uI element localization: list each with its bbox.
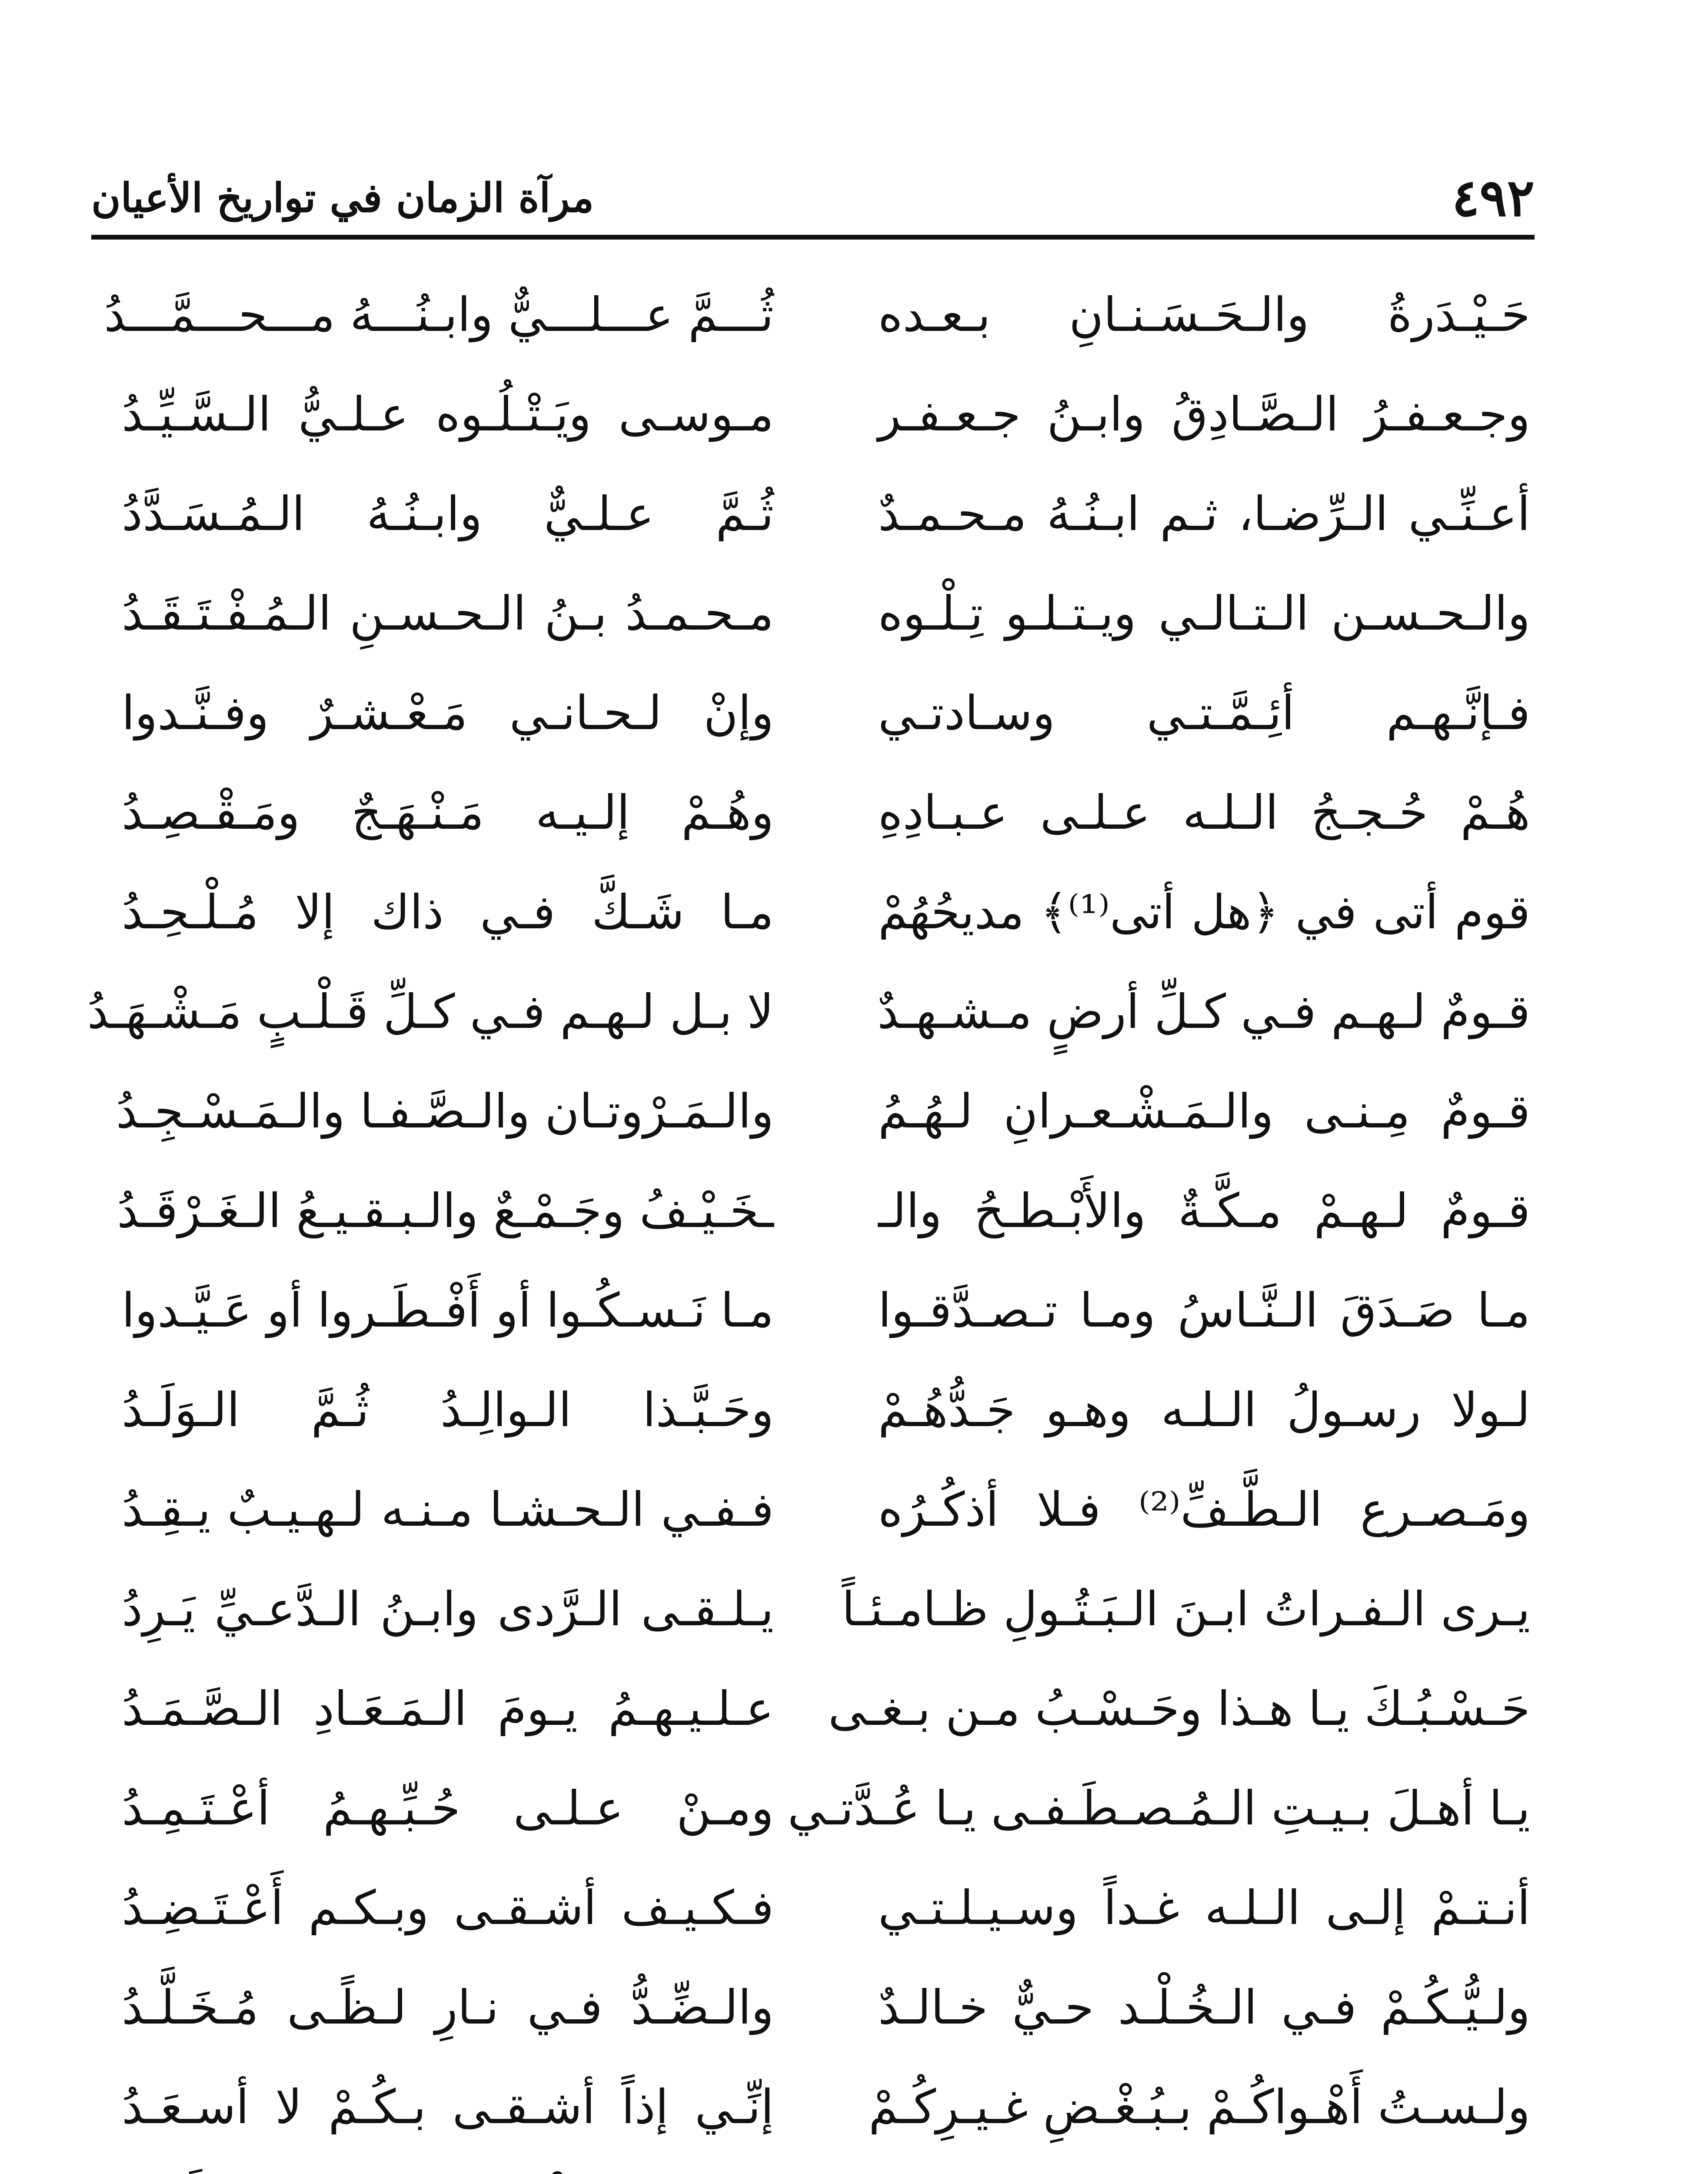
page-number: ٤٩٢ — [1452, 167, 1535, 228]
first-hemistich: ولـسـتُ أَهْـواكُـمْ بـبُـغْـضِ غـيـرِكُـمْ — [869, 2080, 1530, 2134]
second-hemistich: مـا شَـكَّ فـي ذاك إلا مُـلْـحِـدُ — [122, 885, 774, 940]
second-hemistich: فـكـيـف أشـقـى وبـكـم أَعْـتَـضِـدُ — [122, 1881, 774, 1935]
verse-row — [104, 265, 1535, 365]
header-divider — [91, 235, 1535, 240]
first-hemistich: ومَـصـرع الـطَّـفِّ⁽²⁾ فـلا أذكُـرُه — [878, 1483, 1530, 1537]
second-hemistich: مـوسـى ويَـتْـلُـوه عـلـيُّ الـسَّـيِّـدُ — [122, 387, 774, 442]
first-hemistich: فـإنَّـهـم أئِـمَّـتـي وسـادتـي — [878, 686, 1530, 740]
second-hemistich: لا بـل لـهـم فـي كـلِّ قَـلْـبٍ مَـشْـهَـدُ — [87, 985, 774, 1039]
first-hemistich: حَـيْـدَرةُ والـحَـسَـنـانِ بـعـده — [878, 288, 1530, 342]
first-hemistich: قوم أتى في ﴿هل أتى⁽¹⁾﴾ مديحُهُمْ — [878, 885, 1531, 940]
verse-row — [117, 1958, 1535, 2057]
second-hemistich: ثُـــمَّ عـــلـــيٌّ وابـنُـــهُ مـــحـــمَّـــدُ — [104, 288, 774, 342]
first-hemistich: قـومٌ مِـنـى والـمَـشْـعـرانِ لـهُـمُ — [878, 1084, 1530, 1139]
first-hemistich: يـرى الـفـراتُ ابـنَ الـبَـتُـولِ ظـامـئـاً — [842, 1582, 1530, 1637]
second-hemistich: فـفـي الـحـشـا مـنـه لـهـيـبٌ يـقِـدُ — [122, 1483, 774, 1537]
first-hemistich: يـا أهـلَ بـيـتِ الـمُـصـطَـفـى يـا عُـدَّتـي — [787, 1781, 1530, 1836]
verse-row — [117, 2057, 1535, 2157]
verse-row — [117, 1659, 1535, 1759]
verse-row — [87, 962, 1535, 1062]
running-title: مرآة الزمان في تواريخ الأعيان — [91, 174, 594, 221]
second-hemistich: والـمَـرْوتـان والـصَّـفـا والـمَـسْـجِـدُ — [116, 1084, 774, 1139]
verse-row — [117, 1360, 1535, 1460]
verse-row — [117, 1062, 1535, 1161]
second-hemistich: عـلـيـهـمُ يـومَ الـمَـعَـادِ الـصَّـمَـدُ — [122, 1682, 774, 1736]
verse-row — [117, 1460, 1535, 1560]
first-hemistich: قـومٌ لـهـمْ مـكَّـةٌ والأَبْـطـحُ والـ — [878, 1184, 1530, 1238]
verse-row — [117, 464, 1535, 564]
verse-row — [117, 1161, 1535, 1261]
second-hemistich: مـحـمـدُ بـنُ الـحـسـنِ الـمُـفْـتَـقَـدُ — [122, 587, 774, 641]
second-hemistich: والـضِّـدُّ فـي نـارِ لـظًـى مُـخَـلَّـدُ — [122, 1981, 774, 2035]
second-hemistich: مـا نَـسـكُـوا أو أَفْـطَـروا أو عَـيَّـدوا — [122, 1284, 774, 1338]
page-header — [91, 165, 1535, 230]
verse-row — [117, 2157, 1535, 2174]
second-hemistich: وهُـمْ إلـيـه مَـنْـهَـجٌ ومَـقْـصِـدُ — [122, 786, 774, 840]
verse-row — [117, 1560, 1535, 1659]
verse-row — [117, 1759, 1535, 1858]
second-hemistich: وإنْ لـحـانـي مَـعْـشـرٌ وفـنَّـدوا — [122, 686, 774, 740]
verse-row — [117, 1858, 1535, 1958]
first-hemistich: والـحـسـن الـتـالـي ويـتـلـو تِـلْـوه — [878, 587, 1530, 641]
first-hemistich: ولـيُّـكُـمْ فـي الـخُـلْـد حـيٌّ خـالـدٌ — [878, 1981, 1530, 2035]
second-hemistich — [117, 2157, 774, 2174]
second-hemistich: ثُـمَّ عـلـيٌّ وابـنُـهُ الـمُـسَـدَّدُ — [122, 487, 774, 541]
first-hemistich — [878, 2157, 1535, 2174]
verse-row — [117, 564, 1535, 664]
first-hemistich: أعـنِّـي الـرِّضـا، ثـم ابـنُـهُ مـحـمـدٌ — [878, 487, 1530, 541]
first-hemistich: هُـمْ حُـجـجُ الـلـه عـلـى عـبـادِهِ — [878, 786, 1530, 840]
second-hemistich: ـخَـيْـفُ وجَـمْـعٌ والـبـقـيـعُ الـغَـرْقَـدُ — [117, 1184, 774, 1238]
verse-row — [117, 1261, 1535, 1360]
poem-body — [87, 265, 1535, 2148]
verse-row — [117, 365, 1535, 464]
verse-row — [117, 664, 1535, 763]
first-hemistich: وجـعـفـرُ الـصَّـادِقُ وابـنُ جـعـفـر — [878, 387, 1530, 442]
second-hemistich: يـلـقـى الـرَّدى وابـنُ الـدَّعـيِّ يَـرِدُ — [122, 1582, 774, 1637]
first-hemistich: لـولا رسـولُ الـلـه وهـو جَـدُّهُـمْ — [878, 1383, 1530, 1437]
second-hemistich: ومـنْ عـلـى حُـبِّـهـمُ أعْـتَـمِـدُ — [122, 1781, 774, 1836]
first-hemistich: حَـسْـبُـكَ يـا هـذا وحَـسْـبُ مـن بـغـى — [828, 1682, 1530, 1736]
first-hemistich: مـا صَـدَقَ الـنَّـاسُ ومـا تـصـدَّقـوا — [878, 1284, 1530, 1338]
first-hemistich: قـومٌ لـهـم فـي كـلِّ أرضٍ مـشـهـدٌ — [877, 985, 1530, 1039]
second-hemistich: إنِّـي إذاً أشـقـى بـكُـمْ لا أسـعَـدُ — [122, 2080, 774, 2134]
verse-row — [117, 863, 1535, 962]
second-hemistich: وحَـبَّـذا الـوالِـدُ ثُـمَّ الـوَلَـدُ — [122, 1383, 774, 1437]
verse-row — [117, 763, 1535, 863]
first-hemistich: أنـتـمْ إلـى الـلـه غـداً وسـيـلـتـي — [878, 1881, 1530, 1935]
